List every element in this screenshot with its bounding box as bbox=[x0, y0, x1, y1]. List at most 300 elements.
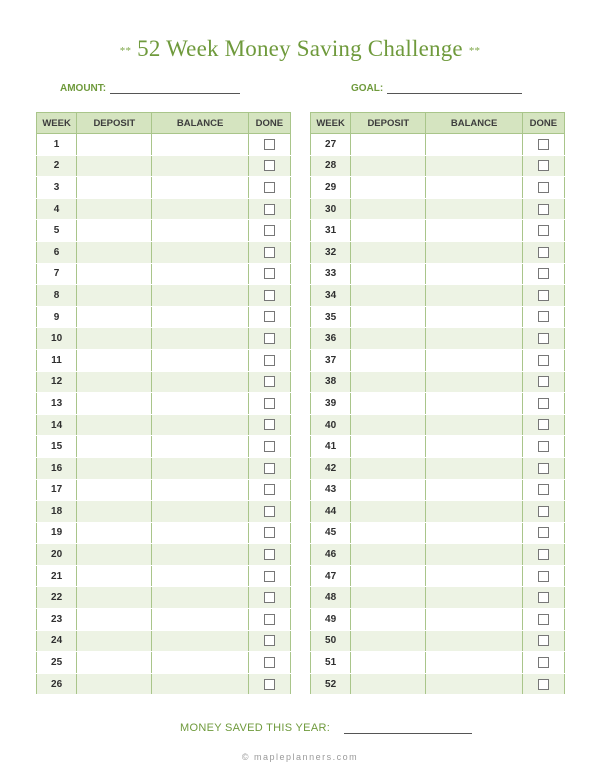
deposit-cell[interactable] bbox=[351, 241, 426, 263]
deposit-cell[interactable] bbox=[351, 587, 426, 609]
balance-cell[interactable] bbox=[152, 544, 248, 566]
deposit-cell[interactable] bbox=[77, 134, 152, 156]
balance-cell[interactable] bbox=[426, 393, 522, 415]
balance-cell[interactable] bbox=[426, 285, 522, 307]
balance-cell[interactable] bbox=[426, 609, 522, 631]
week-number: 20 bbox=[37, 544, 77, 566]
deposit-cell[interactable] bbox=[77, 371, 152, 393]
footer-text: © mapleplanners.com bbox=[241, 752, 359, 762]
balance-cell[interactable] bbox=[152, 501, 248, 523]
balance-cell[interactable] bbox=[426, 328, 522, 350]
money-saved-field bbox=[180, 722, 472, 734]
deposit-cell[interactable] bbox=[77, 306, 152, 328]
table-row bbox=[37, 285, 291, 307]
done-cell bbox=[248, 134, 290, 156]
done-checkbox[interactable] bbox=[264, 398, 275, 409]
week-number: 10 bbox=[37, 328, 77, 350]
week-number: 23 bbox=[37, 609, 77, 631]
balance-cell[interactable] bbox=[426, 177, 522, 199]
col-header-deposit: DEPOSIT bbox=[351, 113, 426, 134]
balance-cell[interactable] bbox=[152, 241, 248, 263]
deposit-cell[interactable] bbox=[351, 565, 426, 587]
done-checkbox[interactable] bbox=[538, 204, 549, 215]
balance-cell[interactable] bbox=[426, 220, 522, 242]
done-cell bbox=[522, 393, 564, 415]
done-cell bbox=[522, 479, 564, 501]
balance-cell[interactable] bbox=[426, 241, 522, 263]
done-cell bbox=[248, 630, 290, 652]
table-row bbox=[311, 587, 565, 609]
done-checkbox[interactable] bbox=[264, 484, 275, 495]
title-decoration-left: ** bbox=[119, 44, 132, 57]
deposit-cell[interactable] bbox=[351, 220, 426, 242]
amount-field bbox=[60, 82, 240, 94]
balance-cell[interactable] bbox=[152, 393, 248, 415]
done-cell bbox=[248, 609, 290, 631]
balance-cell[interactable] bbox=[152, 652, 248, 674]
deposit-cell[interactable] bbox=[77, 393, 152, 415]
balance-cell[interactable] bbox=[426, 349, 522, 371]
balance-cell[interactable] bbox=[152, 328, 248, 350]
deposit-cell[interactable] bbox=[351, 134, 426, 156]
week-number: 45 bbox=[311, 522, 351, 544]
table-row bbox=[37, 371, 291, 393]
deposit-cell[interactable] bbox=[77, 198, 152, 220]
done-checkbox[interactable] bbox=[538, 484, 549, 495]
balance-cell[interactable] bbox=[152, 673, 248, 695]
balance-cell[interactable] bbox=[426, 306, 522, 328]
balance-cell[interactable] bbox=[152, 457, 248, 479]
done-cell bbox=[248, 328, 290, 350]
done-checkbox[interactable] bbox=[538, 527, 549, 538]
table-row bbox=[37, 306, 291, 328]
done-checkbox[interactable] bbox=[264, 614, 275, 625]
done-checkbox[interactable] bbox=[264, 355, 275, 366]
deposit-cell[interactable] bbox=[77, 522, 152, 544]
done-checkbox[interactable] bbox=[264, 419, 275, 430]
done-cell bbox=[522, 371, 564, 393]
done-cell bbox=[248, 479, 290, 501]
week-number: 34 bbox=[311, 285, 351, 307]
balance-cell[interactable] bbox=[426, 134, 522, 156]
week-number: 24 bbox=[37, 630, 77, 652]
balance-cell[interactable] bbox=[152, 371, 248, 393]
deposit-cell[interactable] bbox=[351, 414, 426, 436]
deposit-cell[interactable] bbox=[77, 544, 152, 566]
deposit-cell[interactable] bbox=[77, 414, 152, 436]
table-row bbox=[311, 479, 565, 501]
done-checkbox[interactable] bbox=[264, 376, 275, 387]
done-cell bbox=[248, 565, 290, 587]
col-header-done: DONE bbox=[248, 113, 290, 134]
title-decoration-right: ** bbox=[468, 44, 481, 57]
done-checkbox[interactable] bbox=[538, 311, 549, 322]
deposit-cell[interactable] bbox=[77, 673, 152, 695]
done-checkbox[interactable] bbox=[264, 225, 275, 236]
table-row bbox=[311, 436, 565, 458]
col-header-week: WEEK bbox=[37, 113, 77, 134]
done-cell bbox=[522, 241, 564, 263]
week-number: 51 bbox=[311, 652, 351, 674]
balance-cell[interactable] bbox=[152, 565, 248, 587]
balance-cell[interactable] bbox=[152, 155, 248, 177]
week-number: 7 bbox=[37, 263, 77, 285]
deposit-cell[interactable] bbox=[77, 155, 152, 177]
done-checkbox[interactable] bbox=[264, 635, 275, 646]
table-row bbox=[311, 522, 565, 544]
done-cell bbox=[248, 544, 290, 566]
footer-credit bbox=[0, 752, 600, 762]
week-number: 32 bbox=[311, 241, 351, 263]
deposit-cell[interactable] bbox=[351, 522, 426, 544]
done-cell bbox=[248, 177, 290, 199]
week-number: 40 bbox=[311, 414, 351, 436]
done-checkbox[interactable] bbox=[538, 571, 549, 582]
weeks-table-left-body bbox=[37, 134, 291, 695]
deposit-cell[interactable] bbox=[351, 544, 426, 566]
deposit-cell[interactable] bbox=[351, 436, 426, 458]
week-number: 5 bbox=[37, 220, 77, 242]
deposit-cell[interactable] bbox=[351, 501, 426, 523]
done-cell bbox=[522, 155, 564, 177]
done-cell bbox=[248, 155, 290, 177]
done-checkbox[interactable] bbox=[264, 333, 275, 344]
done-checkbox[interactable] bbox=[264, 139, 275, 150]
week-number: 43 bbox=[311, 479, 351, 501]
table-row bbox=[37, 263, 291, 285]
week-number: 49 bbox=[311, 609, 351, 631]
done-checkbox[interactable] bbox=[538, 290, 549, 301]
balance-cell[interactable] bbox=[426, 155, 522, 177]
table-row bbox=[37, 479, 291, 501]
week-number: 50 bbox=[311, 630, 351, 652]
week-number: 12 bbox=[37, 371, 77, 393]
balance-cell[interactable] bbox=[152, 306, 248, 328]
done-checkbox[interactable] bbox=[264, 441, 275, 452]
balance-cell[interactable] bbox=[426, 522, 522, 544]
deposit-cell[interactable] bbox=[351, 177, 426, 199]
deposit-cell[interactable] bbox=[351, 479, 426, 501]
deposit-cell[interactable] bbox=[351, 198, 426, 220]
balance-cell[interactable] bbox=[152, 609, 248, 631]
done-cell bbox=[522, 198, 564, 220]
week-number: 16 bbox=[37, 457, 77, 479]
done-checkbox[interactable] bbox=[538, 657, 549, 668]
done-checkbox[interactable] bbox=[538, 419, 549, 430]
done-checkbox[interactable] bbox=[538, 355, 549, 366]
table-row bbox=[311, 198, 565, 220]
balance-cell[interactable] bbox=[426, 501, 522, 523]
done-cell bbox=[522, 414, 564, 436]
deposit-cell[interactable] bbox=[351, 285, 426, 307]
balance-cell[interactable] bbox=[152, 134, 248, 156]
week-number: 6 bbox=[37, 241, 77, 263]
week-number: 41 bbox=[311, 436, 351, 458]
week-number: 22 bbox=[37, 587, 77, 609]
table-row bbox=[311, 263, 565, 285]
done-cell bbox=[248, 220, 290, 242]
deposit-cell[interactable] bbox=[351, 630, 426, 652]
table-row bbox=[311, 285, 565, 307]
week-number: 9 bbox=[37, 306, 77, 328]
done-cell bbox=[248, 349, 290, 371]
balance-cell[interactable] bbox=[152, 349, 248, 371]
deposit-cell[interactable] bbox=[77, 328, 152, 350]
done-checkbox[interactable] bbox=[264, 679, 275, 690]
week-number: 13 bbox=[37, 393, 77, 415]
col-header-done: DONE bbox=[522, 113, 564, 134]
done-cell bbox=[522, 544, 564, 566]
week-number: 44 bbox=[311, 501, 351, 523]
done-cell bbox=[248, 198, 290, 220]
done-cell bbox=[522, 609, 564, 631]
week-number: 42 bbox=[311, 457, 351, 479]
done-checkbox[interactable] bbox=[264, 506, 275, 517]
done-cell bbox=[248, 501, 290, 523]
table-row bbox=[311, 177, 565, 199]
deposit-cell[interactable] bbox=[77, 630, 152, 652]
week-number: 52 bbox=[311, 673, 351, 695]
week-number: 37 bbox=[311, 349, 351, 371]
money-saved-write-line[interactable] bbox=[344, 722, 472, 734]
done-checkbox[interactable] bbox=[264, 549, 275, 560]
table-row bbox=[37, 630, 291, 652]
done-checkbox[interactable] bbox=[538, 225, 549, 236]
deposit-cell[interactable] bbox=[351, 349, 426, 371]
table-row bbox=[37, 587, 291, 609]
balance-cell[interactable] bbox=[426, 652, 522, 674]
deposit-cell[interactable] bbox=[351, 673, 426, 695]
done-checkbox[interactable] bbox=[264, 571, 275, 582]
week-number: 19 bbox=[37, 522, 77, 544]
done-checkbox[interactable] bbox=[538, 441, 549, 452]
balance-cell[interactable] bbox=[426, 414, 522, 436]
balance-cell[interactable] bbox=[426, 263, 522, 285]
done-checkbox[interactable] bbox=[264, 204, 275, 215]
balance-cell[interactable] bbox=[152, 263, 248, 285]
done-checkbox[interactable] bbox=[264, 311, 275, 322]
done-cell bbox=[248, 436, 290, 458]
done-checkbox[interactable] bbox=[538, 635, 549, 646]
table-header-row bbox=[37, 113, 291, 134]
deposit-cell[interactable] bbox=[77, 565, 152, 587]
deposit-cell[interactable] bbox=[351, 609, 426, 631]
balance-cell[interactable] bbox=[152, 177, 248, 199]
table-row bbox=[37, 609, 291, 631]
balance-cell[interactable] bbox=[426, 436, 522, 458]
table-row bbox=[37, 652, 291, 674]
done-cell bbox=[522, 565, 564, 587]
deposit-cell[interactable] bbox=[77, 479, 152, 501]
week-number: 28 bbox=[311, 155, 351, 177]
deposit-cell[interactable] bbox=[351, 155, 426, 177]
done-cell bbox=[522, 263, 564, 285]
done-checkbox[interactable] bbox=[264, 657, 275, 668]
week-number: 17 bbox=[37, 479, 77, 501]
balance-cell[interactable] bbox=[152, 587, 248, 609]
balance-cell[interactable] bbox=[152, 285, 248, 307]
done-checkbox[interactable] bbox=[538, 614, 549, 625]
week-number: 25 bbox=[37, 652, 77, 674]
week-number: 8 bbox=[37, 285, 77, 307]
balance-cell[interactable] bbox=[152, 436, 248, 458]
table-row bbox=[37, 457, 291, 479]
week-number: 48 bbox=[311, 587, 351, 609]
table-row bbox=[311, 544, 565, 566]
done-cell bbox=[522, 306, 564, 328]
done-checkbox[interactable] bbox=[538, 549, 549, 560]
done-cell bbox=[522, 501, 564, 523]
done-checkbox[interactable] bbox=[264, 290, 275, 301]
deposit-cell[interactable] bbox=[77, 501, 152, 523]
table-row bbox=[37, 134, 291, 156]
done-checkbox[interactable] bbox=[538, 139, 549, 150]
deposit-cell[interactable] bbox=[351, 393, 426, 415]
deposit-cell[interactable] bbox=[351, 328, 426, 350]
table-row bbox=[37, 198, 291, 220]
deposit-cell[interactable] bbox=[77, 609, 152, 631]
balance-cell[interactable] bbox=[426, 479, 522, 501]
table-row bbox=[37, 522, 291, 544]
done-cell bbox=[248, 241, 290, 263]
done-checkbox[interactable] bbox=[538, 182, 549, 193]
week-number: 30 bbox=[311, 198, 351, 220]
amount-label: AMOUNT: bbox=[60, 83, 107, 94]
deposit-cell[interactable] bbox=[77, 177, 152, 199]
deposit-cell[interactable] bbox=[351, 263, 426, 285]
done-checkbox[interactable] bbox=[538, 506, 549, 517]
deposit-cell[interactable] bbox=[77, 263, 152, 285]
col-header-balance: BALANCE bbox=[152, 113, 248, 134]
balance-cell[interactable] bbox=[152, 414, 248, 436]
table-row bbox=[37, 414, 291, 436]
done-checkbox[interactable] bbox=[538, 160, 549, 171]
done-checkbox[interactable] bbox=[538, 398, 549, 409]
table-row bbox=[37, 241, 291, 263]
table-row bbox=[311, 328, 565, 350]
table-row bbox=[37, 436, 291, 458]
done-cell bbox=[522, 587, 564, 609]
balance-cell[interactable] bbox=[426, 630, 522, 652]
done-cell bbox=[522, 436, 564, 458]
done-checkbox[interactable] bbox=[538, 376, 549, 387]
balance-cell[interactable] bbox=[152, 522, 248, 544]
done-cell bbox=[522, 285, 564, 307]
deposit-cell[interactable] bbox=[77, 457, 152, 479]
deposit-cell[interactable] bbox=[77, 436, 152, 458]
balance-cell[interactable] bbox=[426, 565, 522, 587]
table-row bbox=[311, 673, 565, 695]
done-cell bbox=[248, 457, 290, 479]
done-cell bbox=[248, 652, 290, 674]
done-checkbox[interactable] bbox=[264, 268, 275, 279]
done-checkbox[interactable] bbox=[264, 160, 275, 171]
table-row bbox=[37, 177, 291, 199]
table-row bbox=[37, 328, 291, 350]
table-row bbox=[37, 349, 291, 371]
deposit-cell[interactable] bbox=[77, 220, 152, 242]
deposit-cell[interactable] bbox=[351, 652, 426, 674]
balance-cell[interactable] bbox=[152, 479, 248, 501]
done-cell bbox=[522, 673, 564, 695]
done-cell bbox=[248, 414, 290, 436]
done-cell bbox=[248, 522, 290, 544]
goal-field bbox=[351, 82, 522, 94]
done-cell bbox=[522, 522, 564, 544]
done-checkbox[interactable] bbox=[538, 247, 549, 258]
balance-cell[interactable] bbox=[152, 198, 248, 220]
done-checkbox[interactable] bbox=[264, 463, 275, 474]
balance-cell[interactable] bbox=[426, 587, 522, 609]
balance-cell[interactable] bbox=[426, 544, 522, 566]
table-row bbox=[311, 134, 565, 156]
balance-cell[interactable] bbox=[426, 371, 522, 393]
done-cell bbox=[522, 630, 564, 652]
deposit-cell[interactable] bbox=[77, 285, 152, 307]
week-number: 11 bbox=[37, 349, 77, 371]
deposit-cell[interactable] bbox=[351, 306, 426, 328]
table-row bbox=[311, 501, 565, 523]
table-row bbox=[311, 371, 565, 393]
balance-cell[interactable] bbox=[426, 457, 522, 479]
week-number: 14 bbox=[37, 414, 77, 436]
done-cell bbox=[522, 457, 564, 479]
table-row bbox=[311, 241, 565, 263]
table-row bbox=[311, 306, 565, 328]
table-row bbox=[311, 414, 565, 436]
table-row bbox=[37, 565, 291, 587]
done-checkbox[interactable] bbox=[538, 592, 549, 603]
goal-write-line[interactable] bbox=[387, 82, 522, 94]
done-cell bbox=[522, 328, 564, 350]
week-number: 4 bbox=[37, 198, 77, 220]
done-checkbox[interactable] bbox=[538, 679, 549, 690]
goal-label: GOAL: bbox=[351, 83, 384, 94]
deposit-cell[interactable] bbox=[77, 349, 152, 371]
balance-cell[interactable] bbox=[426, 673, 522, 695]
done-checkbox[interactable] bbox=[264, 527, 275, 538]
done-checkbox[interactable] bbox=[538, 333, 549, 344]
week-number: 39 bbox=[311, 393, 351, 415]
deposit-cell[interactable] bbox=[351, 371, 426, 393]
balance-cell[interactable] bbox=[152, 630, 248, 652]
done-checkbox[interactable] bbox=[538, 463, 549, 474]
deposit-cell[interactable] bbox=[351, 457, 426, 479]
table-row bbox=[37, 155, 291, 177]
deposit-cell[interactable] bbox=[77, 652, 152, 674]
amount-write-line[interactable] bbox=[110, 82, 240, 94]
table-row bbox=[37, 220, 291, 242]
done-cell bbox=[248, 285, 290, 307]
week-number: 21 bbox=[37, 565, 77, 587]
done-checkbox[interactable] bbox=[264, 592, 275, 603]
done-cell bbox=[522, 652, 564, 674]
done-cell bbox=[248, 393, 290, 415]
deposit-cell[interactable] bbox=[77, 241, 152, 263]
table-row bbox=[37, 393, 291, 415]
balance-cell[interactable] bbox=[426, 198, 522, 220]
done-checkbox[interactable] bbox=[538, 268, 549, 279]
balance-cell[interactable] bbox=[152, 220, 248, 242]
weeks-table-right-body bbox=[311, 134, 565, 695]
deposit-cell[interactable] bbox=[77, 587, 152, 609]
done-checkbox[interactable] bbox=[264, 247, 275, 258]
table-row bbox=[311, 609, 565, 631]
week-number: 35 bbox=[311, 306, 351, 328]
week-number: 38 bbox=[311, 371, 351, 393]
week-number: 18 bbox=[37, 501, 77, 523]
done-checkbox[interactable] bbox=[264, 182, 275, 193]
